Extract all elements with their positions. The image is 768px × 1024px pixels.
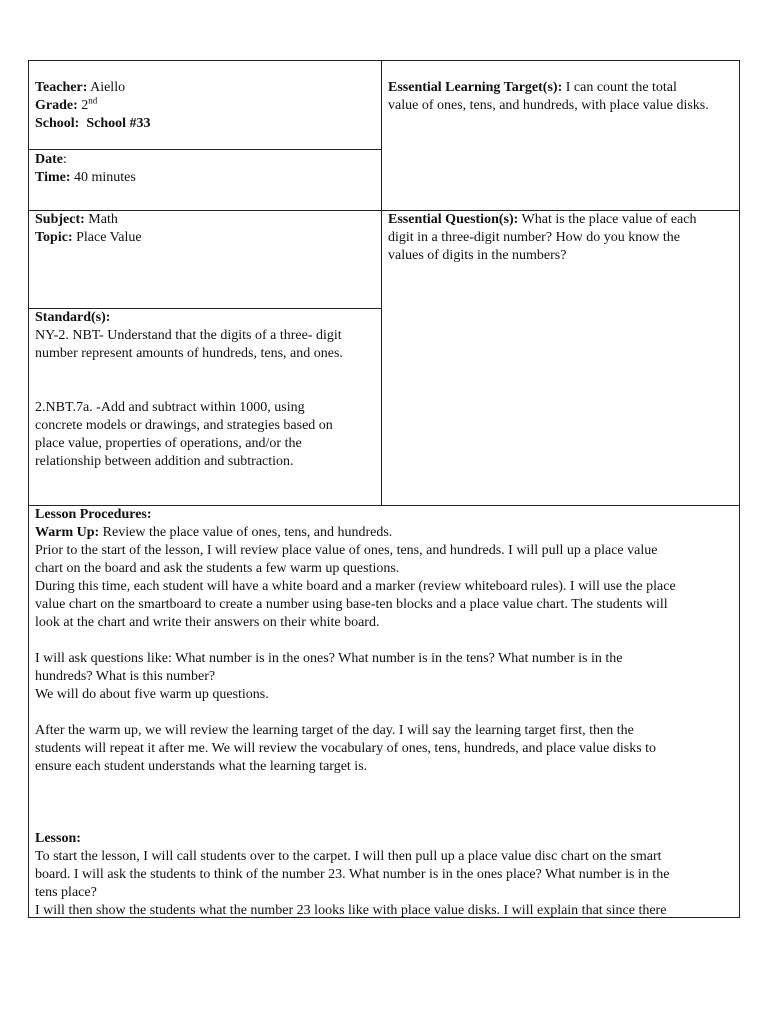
subject-topic-info xyxy=(35,211,142,247)
standards-text: Standard(s): NY-2. NBT- Understand that the digits of a three- digit number represent amounts of hundreds, tens, and ones. 2.NBT.7a. -Add and subtract within 1000, using concrete models or drawings, and strategies based on place value, properties of operations, and/or the relationship between addition and subtraction. xyxy=(35,310,343,469)
procedures-heading: Lesson Procedures: xyxy=(35,507,152,522)
topic-line: Topic: Place Value xyxy=(35,230,142,245)
time-line: Time: 40 minutes xyxy=(35,170,136,185)
essential-question-text: Essential Question(s): What is the place value of each digit in a three-digit number? How do you know the values of digits in the numbers? xyxy=(388,212,697,263)
learning-target-text: Essential Learning Target(s): I can count the total value of ones, tens, and hundreds, with place value disks. xyxy=(388,80,709,113)
school-line: School: School #33 xyxy=(35,116,151,131)
warmup-line: Warm Up: Review the place value of ones, tens, and hundreds. xyxy=(35,525,393,540)
date-time-info xyxy=(35,151,136,187)
date-line: Date: xyxy=(35,152,67,167)
procedures-text: Lesson Procedures: Warm Up: Review the place value of ones, tens, and hundreds. Prior to the start of the lesson, I will review place value of ones, tens, and hundreds. I will pull up a place value chart on the board and ask the students a few warm up questions. During this time, each student will have a white board and a marker (review whiteboard rules). I will use the place value chart on the smartboard to create a number using base-ten blocks and a place value chart. The students will look at the chart and write their answers on their white board. I will ask questions like: What number is in the ones? What number is in the tens? What number is in the hundreds? What is this number? We will do about five warm up questions. After the warm up, we will review the learning target of the day. I will say the learning target first, then the students will repeat it after me. We will review the vocabulary of ones, tens, hundreds, and place value disks to ensure each student understands what the learning target is. Lesson: To start the lesson, I will call students over to the carpet. I will then pull up a place value disc chart on the smart board. I will ask the students to think of the number 23. What number is in the ones place? What number is in the tens place? I will then show the students what the number 23 looks like with place value disks. I will explain that since there xyxy=(35,507,676,918)
grade-line: Grade: 2nd xyxy=(35,95,98,113)
teacher-info xyxy=(35,79,151,133)
teacher-line: Teacher: Aiello xyxy=(35,80,126,95)
lesson-heading: Lesson: xyxy=(35,831,81,846)
subject-line: Subject: Math xyxy=(35,212,118,227)
standards-heading: Standard(s): xyxy=(35,310,111,325)
